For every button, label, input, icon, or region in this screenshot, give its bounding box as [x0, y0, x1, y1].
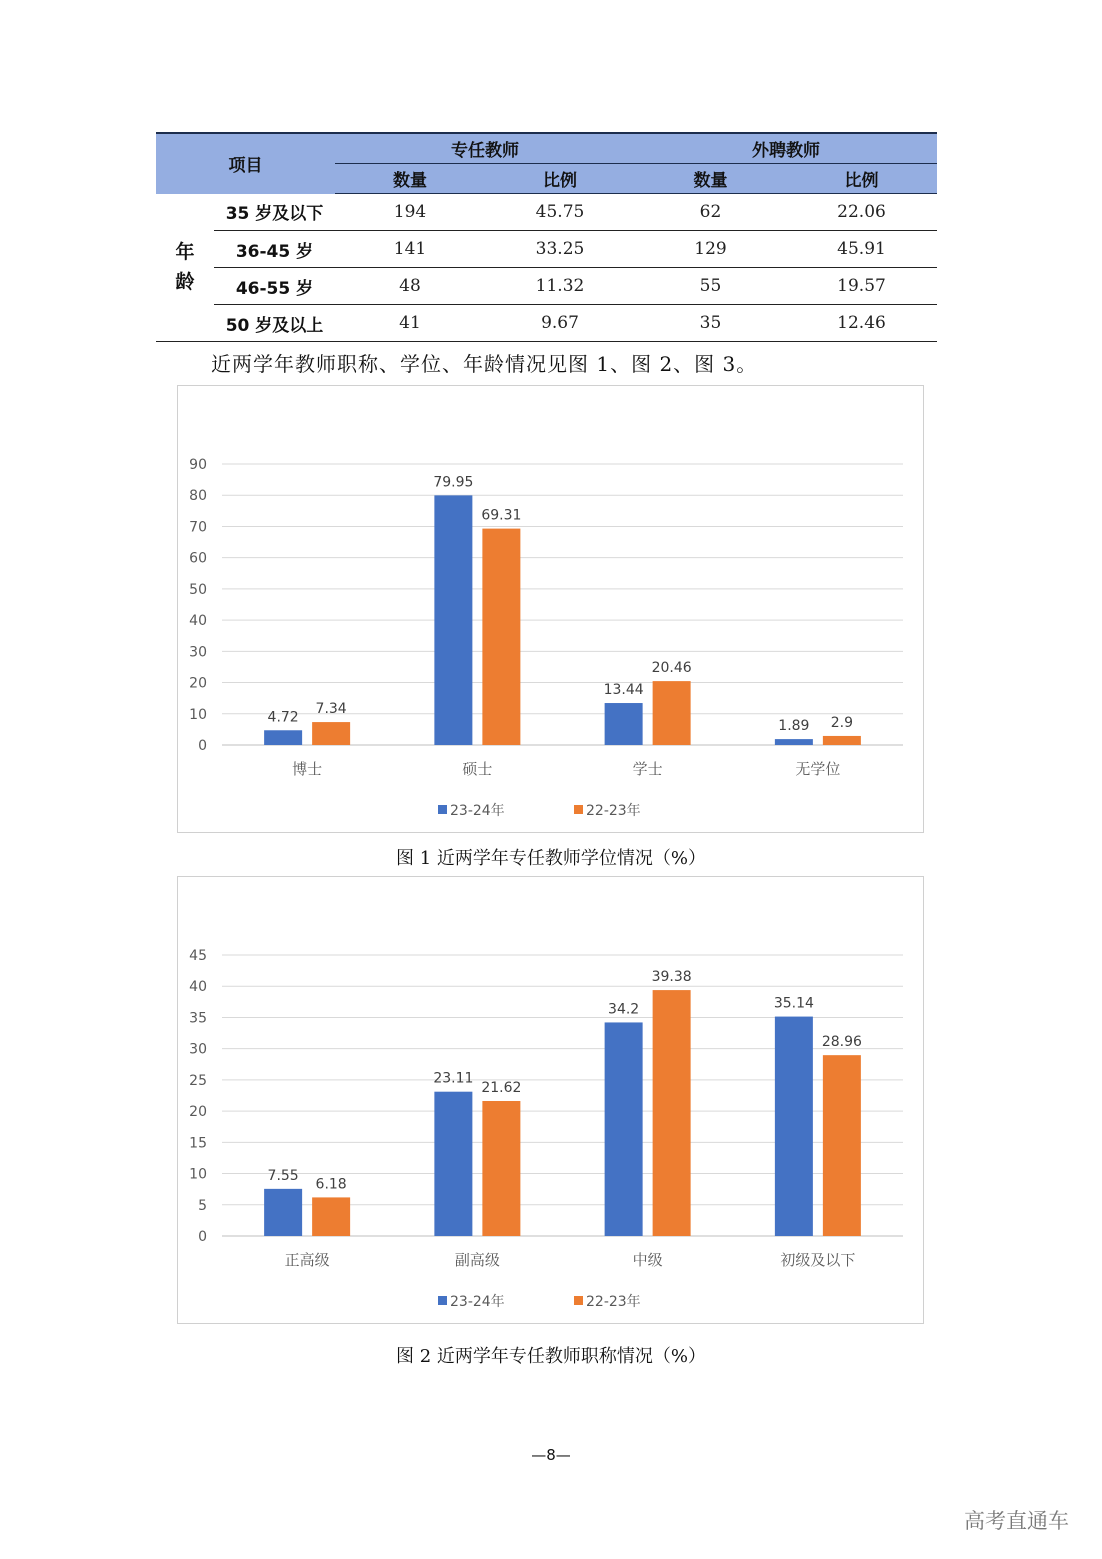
group-label-age: 年龄 [156, 194, 214, 342]
data-label: 6.18 [315, 1176, 347, 1193]
y-tick-label: 5 [198, 1197, 207, 1214]
cell-ft-count: 41 [335, 305, 485, 342]
bar-series-2 [482, 529, 520, 745]
y-tick-label: 0 [198, 738, 207, 754]
legend-label: 23-24年 [450, 1294, 505, 1310]
cell-ft-ratio: 33.25 [485, 231, 635, 268]
x-tick-label: 无学位 [795, 760, 841, 778]
y-tick-label: 35 [189, 1010, 207, 1027]
data-label: 7.34 [315, 701, 347, 718]
x-tick-label: 博士 [292, 760, 323, 778]
y-tick-label: 50 [189, 581, 207, 598]
row-label: 46-55 岁 [214, 268, 335, 305]
header-fulltime-count: 数量 [335, 164, 485, 194]
data-label: 2.9 [830, 714, 854, 731]
y-tick-label: 10 [189, 1166, 207, 1183]
bar-series-2 [823, 736, 861, 745]
data-label: 20.46 [651, 660, 692, 677]
data-label: 23.11 [433, 1070, 474, 1087]
y-tick-label: 90 [189, 457, 207, 473]
cell-ex-ratio: 22.06 [786, 194, 937, 231]
y-tick-label: 80 [189, 488, 207, 505]
legend-swatch [438, 805, 447, 814]
cell-ex-count: 129 [635, 231, 786, 268]
row-label: 35 岁及以下 [214, 194, 335, 231]
cell-ft-count: 141 [335, 231, 485, 268]
header-fulltime-ratio: 比例 [485, 164, 635, 194]
data-label: 69.31 [481, 507, 522, 524]
y-tick-label: 20 [189, 1104, 207, 1121]
cell-ft-ratio: 9.67 [485, 305, 635, 342]
figure-2-caption: 图 2 近两学年专任教师职称情况（%） [396, 1346, 706, 1367]
y-tick-label: 70 [189, 519, 207, 536]
data-label: 28.96 [821, 1034, 862, 1051]
data-label: 79.95 [433, 474, 474, 491]
cell-ft-ratio: 45.75 [485, 194, 635, 231]
y-tick-label: 60 [189, 550, 207, 567]
bar-series-2 [312, 722, 350, 745]
page-number: —8— [531, 1446, 571, 1464]
y-tick-label: 20 [189, 675, 207, 692]
figure-1-caption: 图 1 近两学年专任教师学位情况（%） [396, 848, 706, 869]
title-chart-svg [178, 877, 923, 1323]
data-label: 4.72 [267, 709, 299, 726]
y-tick-label: 0 [198, 1229, 207, 1245]
data-label: 34.2 [608, 1001, 640, 1018]
row-label: 36-45 岁 [214, 231, 335, 268]
bar-series-1 [434, 1092, 472, 1236]
bar-series-1 [434, 495, 472, 745]
bar-series-1 [605, 1022, 643, 1236]
data-label: 1.89 [778, 718, 810, 735]
header-external-ratio: 比例 [786, 164, 937, 194]
cell-ex-count: 55 [635, 268, 786, 305]
degree-chart-svg [178, 386, 923, 832]
bar-series-2 [653, 990, 691, 1236]
y-tick-label: 40 [189, 979, 207, 996]
cell-ex-ratio: 45.91 [786, 231, 937, 268]
intro-paragraph: 近两学年教师职称、学位、年龄情况见图 1、图 2、图 3。 [211, 352, 758, 376]
cell-ft-count: 48 [335, 268, 485, 305]
bar-series-1 [264, 1189, 302, 1236]
legend-label: 22-23年 [586, 803, 641, 819]
cell-ex-ratio: 19.57 [786, 268, 937, 305]
legend-label: 22-23年 [586, 1294, 641, 1310]
watermark: 高考直通车 [964, 1509, 1069, 1533]
header-item: 项目 [156, 133, 335, 194]
y-tick-label: 40 [189, 613, 207, 630]
x-tick-label: 副高级 [454, 1251, 500, 1269]
y-tick-label: 25 [189, 1072, 207, 1089]
header-external-count: 数量 [635, 164, 786, 194]
data-label: 13.44 [603, 682, 644, 699]
cell-ex-count: 35 [635, 305, 786, 342]
bar-series-1 [775, 739, 813, 745]
cell-ft-count: 194 [335, 194, 485, 231]
cell-ex-count: 62 [635, 194, 786, 231]
y-tick-label: 15 [189, 1135, 207, 1152]
bar-series-1 [605, 703, 643, 745]
legend-swatch [574, 1296, 583, 1305]
header-fulltime-teachers: 专任教师 [335, 133, 635, 164]
data-label: 21.62 [481, 1079, 522, 1096]
row-label: 50 岁及以上 [214, 305, 335, 342]
x-tick-label: 初级及以下 [780, 1251, 856, 1269]
bar-series-2 [482, 1101, 520, 1236]
x-tick-label: 学士 [632, 760, 663, 778]
x-tick-label: 中级 [632, 1251, 663, 1269]
age-distribution-table [156, 132, 937, 342]
legend-swatch [574, 805, 583, 814]
y-tick-label: 30 [189, 644, 207, 661]
x-tick-label: 硕士 [462, 760, 493, 778]
data-label: 39.38 [651, 969, 692, 986]
data-label: 7.55 [267, 1167, 299, 1184]
bar-series-1 [264, 730, 302, 745]
y-tick-label: 10 [189, 706, 207, 723]
y-tick-label: 30 [189, 1041, 207, 1058]
bar-series-2 [653, 681, 691, 745]
header-external-teachers: 外聘教师 [635, 133, 937, 164]
cell-ex-ratio: 12.46 [786, 305, 937, 342]
bar-series-2 [312, 1197, 350, 1236]
title-chart [177, 876, 924, 1324]
data-label: 35.14 [773, 995, 814, 1012]
bar-series-1 [775, 1017, 813, 1236]
legend-label: 23-24年 [450, 803, 505, 819]
degree-chart [177, 385, 924, 833]
cell-ft-ratio: 11.32 [485, 268, 635, 305]
x-tick-label: 正高级 [284, 1251, 330, 1269]
legend-swatch [438, 1296, 447, 1305]
y-tick-label: 45 [189, 948, 207, 964]
bar-series-2 [823, 1055, 861, 1236]
